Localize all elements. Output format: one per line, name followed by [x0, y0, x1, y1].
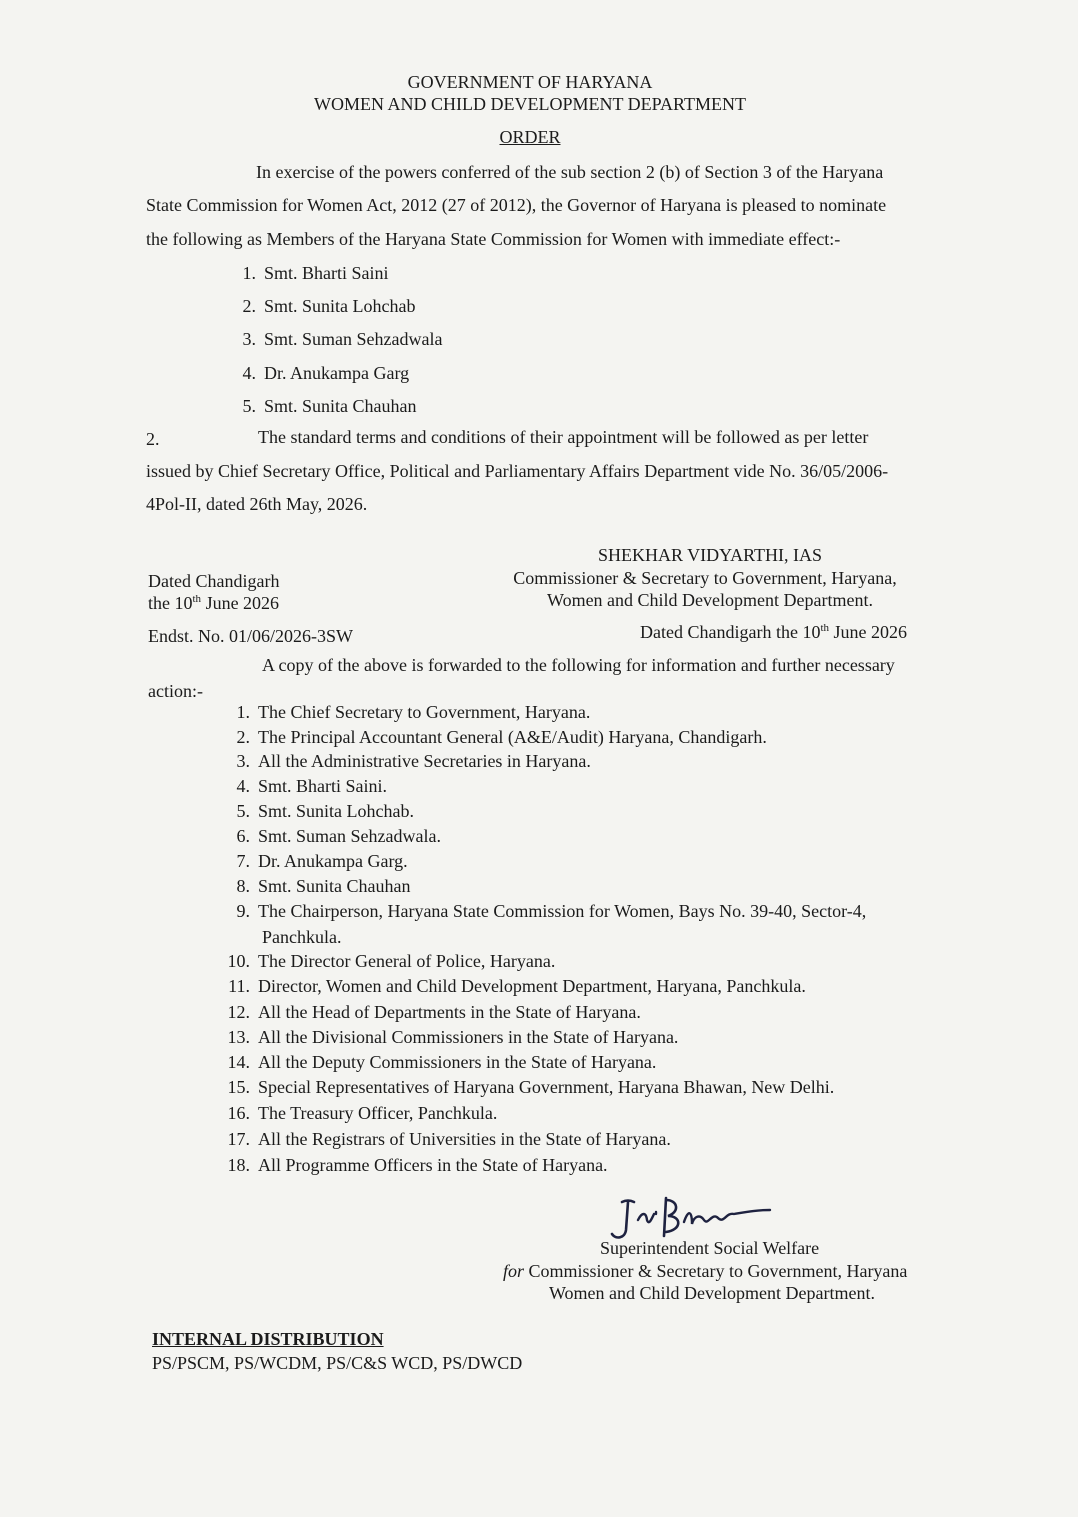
distribution-number: 3. — [236, 751, 250, 771]
signatory-name: SHEKHAR VIDYARTHI, IAS — [597, 545, 823, 565]
para2-number: 2. — [146, 429, 160, 449]
member-name: Smt. Sunita Chauhan — [264, 396, 417, 416]
distribution-item — [222, 750, 591, 772]
endorser-designation1-text: Commissioner & Secretary to Government, Haryana — [524, 1261, 908, 1281]
member-item — [228, 328, 442, 350]
internal-distribution-heading: INTERNAL DISTRIBUTION — [152, 1329, 384, 1349]
distribution-text: Dr. Anukampa Garg. — [258, 851, 408, 871]
distribution-item — [222, 825, 441, 847]
distribution-item — [222, 1051, 656, 1073]
distribution-item — [222, 726, 767, 748]
member-item — [228, 362, 409, 384]
distribution-number: 7. — [236, 851, 250, 871]
distribution-number: 6. — [236, 826, 250, 846]
distribution-number: 17. — [227, 1129, 250, 1149]
distribution-text: Smt. Bharti Saini. — [258, 776, 388, 796]
endorsement-date-sup: th — [820, 622, 830, 634]
dated-date-sup: th — [192, 593, 202, 605]
distribution-item — [222, 1026, 678, 1048]
distribution-text: Smt. Sunita Chauhan — [258, 876, 411, 896]
distribution-text: The Chief Secretary to Government, Haryana. — [258, 702, 591, 722]
order-title — [480, 126, 580, 148]
distribution-item — [222, 1076, 834, 1098]
distribution-number: 10. — [227, 951, 250, 971]
dated-date-prefix: the 10 — [148, 593, 193, 613]
para2-line3: 4Pol-II, dated 26th May, 2026. — [146, 494, 368, 514]
distribution-item — [222, 1001, 641, 1023]
distribution-text: The Treasury Officer, Panchkula. — [258, 1103, 498, 1123]
para2-line2: issued by Chief Secretary Office, Political and Parliamentary Affairs Department vide No. 36/05/2006- — [146, 461, 889, 481]
para1-line3: the following as Members of the Haryana State Commission for Women with immediate effect:- — [146, 229, 841, 249]
distribution-number: 5. — [236, 801, 250, 821]
distribution-text: Director, Women and Child Development Department, Haryana, Panchkula. — [258, 976, 806, 996]
internal-distribution-list: PS/PSCM, PS/WCDM, PS/C&S WCD, PS/DWCD — [152, 1353, 523, 1373]
distribution-number: 11. — [228, 976, 250, 996]
para1-line1: In exercise of the powers conferred of the sub section 2 (b) of Section 3 of the Haryana — [256, 162, 884, 182]
distribution-text: All Programme Officers in the State of Haryana. — [258, 1155, 608, 1175]
member-name: Smt. Bharti Saini — [264, 263, 389, 283]
distribution-text: Special Representatives of Haryana Government, Haryana Bhawan, New Delhi. — [258, 1077, 835, 1097]
member-number: 1. — [242, 263, 256, 283]
distribution-item — [222, 850, 408, 872]
endorsement-intro-line1: A copy of the above is forwarded to the following for information and further necessary — [262, 655, 895, 675]
distribution-number: 8. — [236, 876, 250, 896]
distribution-number: 13. — [227, 1027, 250, 1047]
distribution-item — [222, 875, 411, 897]
member-name: Smt. Suman Sehzadwala — [264, 329, 443, 349]
endorsement-date-prefix: Dated Chandigarh the 10 — [640, 622, 821, 642]
endorsement-intro-line2: action:- — [148, 681, 203, 701]
distribution-item — [222, 800, 414, 822]
signatory-designation1: Commissioner & Secretary to Government, Haryana, — [513, 568, 897, 588]
distribution-text: All the Deputy Commissioners in the State of Haryana. — [258, 1052, 657, 1072]
distribution-number: 2. — [236, 727, 250, 747]
distribution-item — [222, 701, 590, 723]
para1-line2: State Commission for Women Act, 2012 (27 of 2012), the Governor of Haryana is pleased to nominate — [146, 195, 887, 215]
endorsement-number: Endst. No. 01/06/2026-3SW — [148, 626, 353, 646]
endorsement-date — [640, 621, 907, 643]
dated-date — [148, 592, 279, 614]
distribution-item — [222, 975, 806, 997]
distribution-number: 1. — [236, 702, 250, 722]
distribution-item — [222, 1102, 497, 1124]
distribution-text: The Director General of Police, Haryana. — [258, 951, 556, 971]
signatory-designation2: Women and Child Development Department. — [547, 590, 873, 610]
dated-place: Dated Chandigarh — [148, 571, 280, 591]
member-name: Dr. Anukampa Garg — [264, 363, 410, 383]
distribution-text: Smt. Sunita Lohchab. — [258, 801, 414, 821]
order-title-text: ORDER — [499, 127, 561, 147]
distribution-item — [222, 1128, 671, 1150]
distribution-text: The Principal Accountant General (A&E/Audit) Haryana, Chandigarh. — [258, 727, 767, 747]
member-item — [228, 262, 389, 284]
endorsement-date-suffix: June 2026 — [829, 622, 908, 642]
distribution-number: 4. — [236, 776, 250, 796]
member-number: 2. — [242, 296, 256, 316]
member-number: 4. — [242, 363, 256, 383]
header-government: GOVERNMENT OF HARYANA — [407, 72, 653, 92]
para2-line1: The standard terms and conditions of their appointment will be followed as per letter — [258, 427, 869, 447]
endorser-designation1 — [503, 1260, 907, 1282]
member-number: 3. — [242, 329, 256, 349]
distribution-item — [222, 950, 555, 972]
distribution-item — [222, 1154, 608, 1176]
endorser-designation2: Women and Child Development Department. — [549, 1283, 875, 1303]
distribution-number: 16. — [227, 1103, 250, 1123]
distribution-text: All the Registrars of Universities in the State of Haryana. — [258, 1129, 671, 1149]
distribution-text: All the Divisional Commissioners in the State of Haryana. — [258, 1027, 679, 1047]
endorser-title: Superintendent Social Welfare — [600, 1238, 820, 1258]
dated-date-suffix: June 2026 — [201, 593, 280, 613]
distribution-number: 15. — [227, 1077, 250, 1097]
header-department: WOMEN AND CHILD DEVELOPMENT DEPARTMENT — [314, 94, 746, 114]
member-name: Smt. Sunita Lohchab — [264, 296, 416, 316]
distribution-text: The Chairperson, Haryana State Commission for Women, Bays No. 39-40, Sector-4, — [258, 901, 867, 921]
distribution-text: Smt. Suman Sehzadwala. — [258, 826, 441, 846]
distribution-text: All the Administrative Secretaries in Haryana. — [258, 751, 591, 771]
member-item — [228, 295, 416, 317]
distribution-number: 14. — [227, 1052, 250, 1072]
member-item — [228, 395, 417, 417]
distribution-text: All the Head of Departments in the State of Haryana. — [258, 1002, 641, 1022]
distribution-number: 18. — [227, 1155, 250, 1175]
distribution-item-continuation: Panchkula. — [262, 927, 342, 947]
member-number: 5. — [242, 396, 256, 416]
distribution-number: 9. — [236, 901, 250, 921]
distribution-number: 12. — [227, 1002, 250, 1022]
distribution-item — [222, 900, 866, 922]
endorser-for-word: for — [503, 1261, 525, 1281]
distribution-item — [222, 775, 387, 797]
